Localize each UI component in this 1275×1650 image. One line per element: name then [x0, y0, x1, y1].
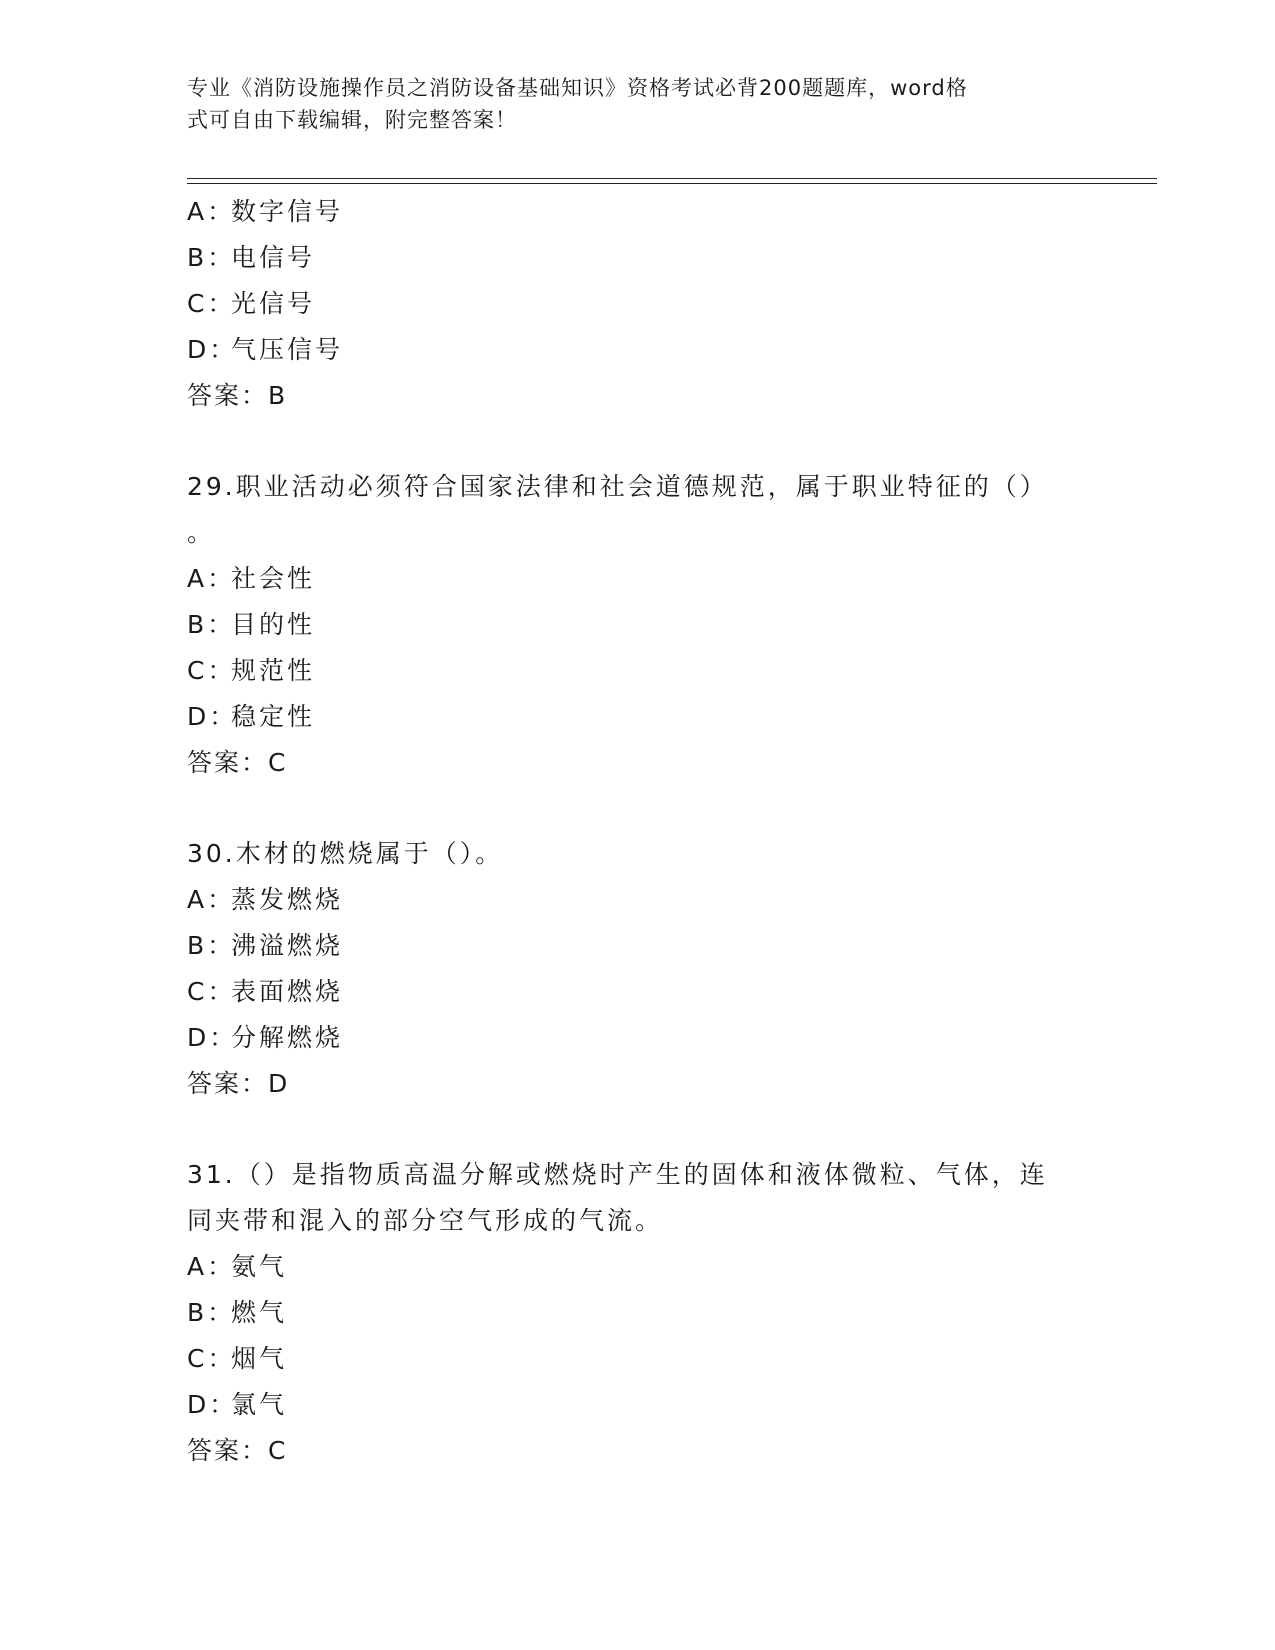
question-28: [187, 189, 1087, 419]
option-d: D：氯气: [187, 1390, 288, 1419]
option-d: D：气压信号: [187, 335, 344, 364]
option-b: B：电信号: [187, 243, 316, 272]
option-b: B：目的性: [187, 610, 316, 639]
question-stem-line-1: 29.职业活动必须符合国家法律和社会道德规范，属于职业特征的（）: [187, 472, 1048, 501]
document-header: [187, 72, 1087, 136]
answer-label: 答案：B: [187, 381, 288, 410]
header-title-line-2: 式可自由下载编辑，附完整答案！: [187, 108, 517, 132]
option-a: A：社会性: [187, 564, 316, 593]
question-31: [187, 1152, 1087, 1474]
option-c: C：表面燃烧: [187, 977, 344, 1006]
header-divider-top: [187, 178, 1157, 179]
option-b: B：燃气: [187, 1298, 288, 1327]
option-a: A：数字信号: [187, 197, 344, 226]
question-30: [187, 831, 1087, 1107]
answer-label: 答案：D: [187, 1069, 290, 1098]
option-c: C：烟气: [187, 1344, 288, 1373]
option-a: A：氨气: [187, 1252, 288, 1281]
question-stem-line-2: 同夹带和混入的部分空气形成的气流。: [187, 1206, 664, 1235]
answer-label: 答案：C: [187, 748, 288, 777]
option-b: B：沸溢燃烧: [187, 931, 344, 960]
question-stem-line-2: 。: [187, 518, 216, 547]
header-title-line-1: 专业《消防设施操作员之消防设备基础知识》资格考试必背200题题库，word格: [187, 76, 968, 100]
option-a: A：蒸发燃烧: [187, 885, 344, 914]
question-list: [187, 189, 1087, 1474]
question-stem-line-1: 31.（）是指物质高温分解或燃烧时产生的固体和液体微粒、气体，连: [187, 1160, 1048, 1189]
option-d: D：稳定性: [187, 702, 316, 731]
option-d: D：分解燃烧: [187, 1023, 344, 1052]
question-29: [187, 464, 1087, 786]
header-divider-bottom: [187, 183, 1157, 184]
option-c: C：规范性: [187, 656, 316, 685]
answer-label: 答案：C: [187, 1436, 288, 1465]
question-stem-line-1: 30.木材的燃烧属于（）。: [187, 839, 504, 868]
option-c: C：光信号: [187, 289, 316, 318]
